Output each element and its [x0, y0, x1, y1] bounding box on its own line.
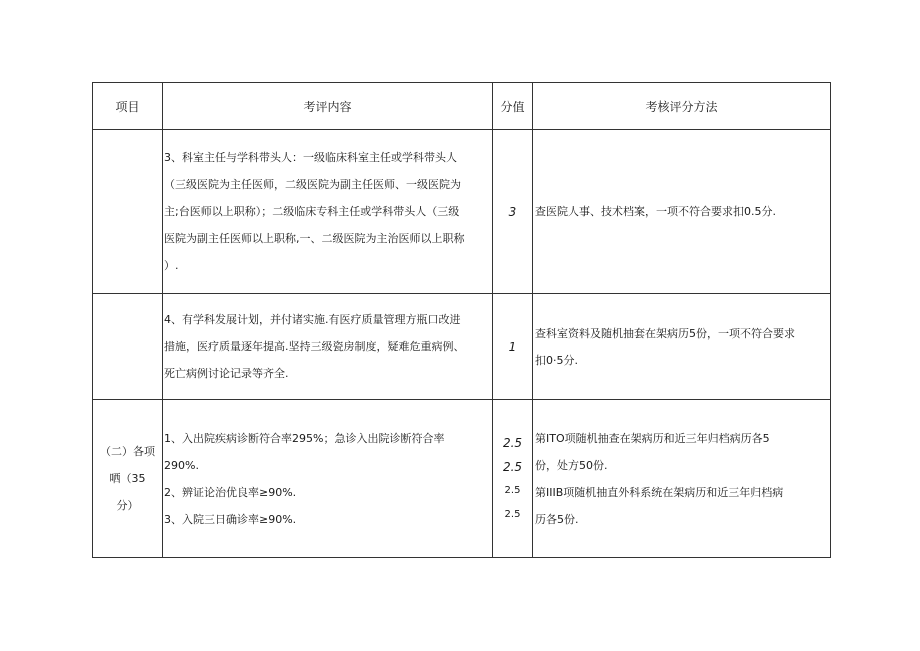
content-line: ）. — [164, 259, 179, 272]
header-row — [93, 83, 831, 130]
item-line: 分） — [116, 499, 139, 512]
content-line: 死亡病例讨论记录等齐全. — [164, 367, 289, 380]
score-value: 1 — [508, 339, 517, 354]
header-item: 项目 — [93, 83, 163, 130]
evaluation-table — [92, 82, 831, 558]
row1-item — [93, 130, 163, 294]
score-value: 2.5 — [504, 484, 521, 496]
header-score: 分值 — [493, 83, 533, 130]
row2-item — [93, 294, 163, 400]
content-line: 1、入出院疾病诊断符合率295%；急诊入出院诊断符合率 — [164, 431, 445, 445]
content-line: 医院为副主任医师以上职称,一、二级医院为主治医师以上职称 — [164, 232, 465, 245]
row1-method — [533, 130, 831, 294]
table-row — [93, 400, 831, 558]
header-content: 考评内容 — [163, 83, 493, 130]
content-line: （三级医院为主任医师，二级医院为副主任医师、一级医院为 — [164, 178, 461, 191]
row3-item — [93, 400, 163, 558]
method-line: 份，处方50份. — [535, 458, 608, 472]
content-line: 3、入院三日确诊率≥90%. — [164, 512, 297, 526]
method-line: 第ITO项随机抽查在架病历和近三年归档病历各5 — [535, 431, 770, 445]
method-line: 第IIIB项随机抽直外科系统在架病历和近三年归档病 — [535, 485, 784, 499]
row1-content — [163, 130, 493, 294]
score-value: 2.5 — [502, 435, 523, 450]
content-line: 3、科室主任与学科带头人：一级临床科室主任或学科带头人 — [164, 151, 457, 164]
row1-score — [493, 130, 533, 294]
table-row — [93, 294, 831, 400]
row2-method — [533, 294, 831, 400]
content-line: 290%. — [164, 458, 199, 472]
content-line: 4、有学科发展计划，并付诸实施.有医疗质量管理方瓶口改进 — [164, 313, 461, 326]
method-line: 历各5份. — [535, 512, 579, 526]
content-line: 2、辨证论治优良率≥90%. — [164, 485, 297, 499]
score-value: 3 — [508, 204, 517, 219]
table-row — [93, 130, 831, 294]
item-line: 哂（35 — [109, 472, 146, 485]
row2-score — [493, 294, 533, 400]
score-value: 2.5 — [504, 508, 521, 520]
row3-score — [493, 400, 533, 558]
item-line: （二）各项 — [100, 445, 155, 458]
method-line: 扣0·5分. — [535, 353, 578, 367]
row2-content — [163, 294, 493, 400]
header-method: 考核评分方法 — [533, 83, 831, 130]
row3-content — [163, 400, 493, 558]
content-line: 措施，医疗质量逐年提高.坚持三级瓷房制度，疑难危重病例、 — [164, 340, 465, 353]
method-line: 查科室资料及随机抽套在架病历5份，一项不符合要求 — [535, 326, 795, 340]
content-line: 主;台医师以上职称）；二级临床专科主任或学科带头人（三级 — [164, 205, 460, 218]
method-line: 查医院人事、技术档案，一项不符合要求扣0.5分. — [535, 205, 776, 218]
row3-method — [533, 400, 831, 558]
score-value: 2.5 — [502, 459, 523, 474]
